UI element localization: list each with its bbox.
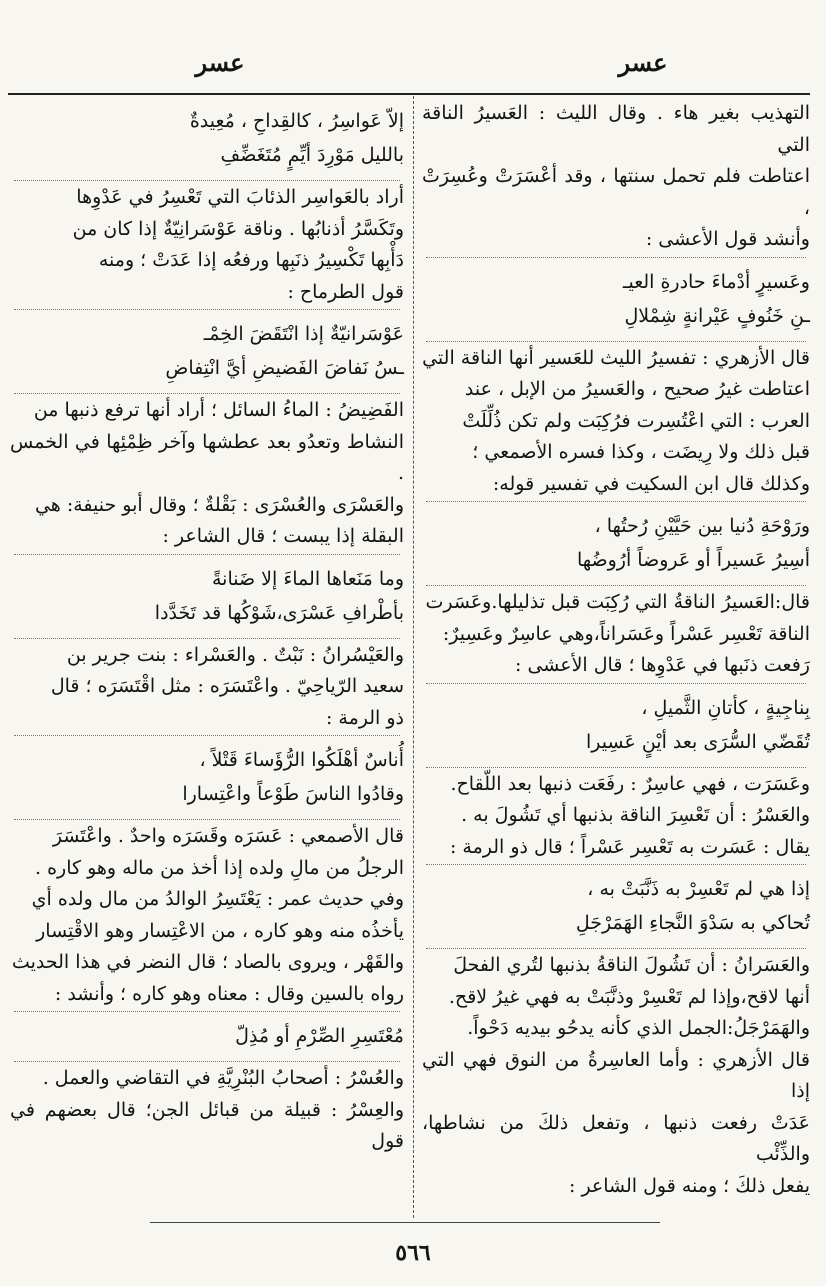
text-line: رواه بالسين وقال : معناه وهو كاره ؛ وأنشد : xyxy=(54,982,404,1005)
verse-separator xyxy=(14,180,400,181)
verse-line: إلاّ عَواسِرُ ، كالقِداحِ ، مُعِيدةٌ xyxy=(189,110,404,132)
text-separator xyxy=(14,735,400,736)
text-paragraph xyxy=(422,950,810,1202)
verse-line: ـسُ نَفاضَ الفَضيضِ أيَّ انْتِفاضِ xyxy=(165,357,404,379)
text-line: وأنشد قول الأعشى : xyxy=(645,228,810,250)
text-line: يأخذُه منه وهو كاره ، من الاعْتِسار وهو الاقْتِسار xyxy=(36,919,404,942)
footer-rule xyxy=(150,1222,660,1223)
verse-line: مُعْتَسِرِ الصِّرْمِ أو مُذِلّ xyxy=(235,1025,404,1047)
verse-block xyxy=(422,866,810,947)
text-line: أنها لاقح،وإذا لم تَعْسِرْ وذنَّبَتْ به فهي غيرُ لاقح. xyxy=(448,985,810,1008)
text-paragraph xyxy=(422,769,810,864)
text-line: والهَمَرْجَلُ:الجمل الذي كأنه يدحُو بيديه دَحْواً. xyxy=(467,1017,810,1039)
text-line: وكذلك قال ابن السكيت في تفسير قوله: xyxy=(492,472,810,495)
verse-line: ورَوْحَةِ دُنيا بين حَيَّيْنِ رُحتُها ، xyxy=(594,515,810,537)
verse-separator xyxy=(14,819,400,820)
verse-separator xyxy=(14,393,400,394)
verse-line: عَوْسَرانيّةٌ إذا انْتَقَضَ الخِمْـ xyxy=(203,323,404,345)
text-paragraph xyxy=(422,343,810,501)
verse-block xyxy=(10,311,404,392)
text-line: وعَسَرَت ، فهي عاسِرٌ : رفَعَت ذنبها بعد اللّقاح. xyxy=(450,772,810,795)
text-separator xyxy=(14,309,400,310)
text-line: قال الأزهري : تفسيرُ الليث للعَسير أنها الناقة التي xyxy=(422,346,810,369)
text-line: قبل ذلك ولا رِيضَت ، وكذا فسره الأصمعي ؛ xyxy=(472,441,810,463)
text-line: وفي حديث عمر : يَعْتَسِرُ الوالدُ من مال ولده أي xyxy=(31,888,404,910)
text-line: قال:العَسيرُ الناقةُ التي رُكِبَت قبل تذليلها.وعَسَرت xyxy=(425,591,810,613)
text-line: والعَسْرَى والعُسْرَى : بَقْلةٌ ؛ وقال أبو حنيفة: هي xyxy=(34,493,404,516)
text-line: والعَسْرُ : أن تَعْسِرَ الناقة بذنبها أي تَشُولَ به . xyxy=(461,804,810,826)
text-line: ذو الرمة : xyxy=(325,706,404,729)
text-line: أراد بالعَواسِر الذئابَ التي تَعْسِرُ في عَدْوِها xyxy=(76,186,404,208)
text-line: سعيد الرّياحِيّ . واعْتَسَرَه : مثل اقْتَسَرَه ؛ قال xyxy=(50,675,404,697)
text-line: اعتاطت فلم تحمل سنتها ، وقد أعْسَرَتْ وعُسِرَتْ ، xyxy=(422,165,810,219)
header-word-right: عسر xyxy=(618,48,668,77)
verse-block xyxy=(422,685,810,766)
verse-line: وعَسيرٍ أدْماءَ حادرةِ العيـ xyxy=(622,270,810,293)
text-separator xyxy=(14,1011,400,1012)
verse-line: إذا هي لم تَعْسِرْ به ذَنَّبَتْ به ، xyxy=(587,878,810,900)
verse-separator xyxy=(426,341,806,342)
text-line: والعَسَرانُ : أن تَشُولَ الناقةُ بذنبها لتُري الفحلَ xyxy=(453,954,810,976)
text-line: دَأْبِها تَكْسِيرُ ذنَبِها ورفعُه إذا عَدَتْ ؛ ومنه xyxy=(98,249,404,271)
text-line: والعَيْسُرانُ : نَبْتٌ . والعَسْراء : بنت جرير بن xyxy=(66,643,404,666)
text-line: الرجلُ من مالِ ولده إذا أخذ من ماله وهو كاره . xyxy=(35,856,404,879)
verse-line: أُناسٌ أهْلَكُوا الرُّؤَساءَ قَتْلاً ، xyxy=(199,749,404,771)
verse-line: وما مَنَعاها الماءَ إلا ضَنانةً xyxy=(212,567,404,590)
header-rule xyxy=(8,93,810,95)
verse-line: ـنِ خَنُوفٍ عَيْرانةٍ شِمْلالِ xyxy=(624,304,810,327)
text-paragraph xyxy=(10,182,404,308)
text-line: والعِسْرُ : قبيلة من قبائل الجن؛ قال بعضهم في قول xyxy=(10,1098,404,1152)
text-line: قال الأصمعي : عَسَرَه وقَسَرَه واحدٌ . واعْتَسَرَ xyxy=(52,825,404,847)
verse-line: وقادُوا الناسَ طَوْعاً واعْتِسارا xyxy=(182,783,404,805)
text-line: قول الطرماح : xyxy=(287,280,404,303)
verse-line: تُقَضّي السُّرَى بعد أيْنٍ عَسِيرا xyxy=(586,730,810,753)
verse-block xyxy=(10,556,404,637)
text-line: يقال : عَسَرت به تَعْسِر عَسْراً ؛ قال ذو الرمة : xyxy=(449,835,810,858)
text-line: الفَضِيضُ : الماءُ السائل ؛ أراد أنها ترفع ذنبها من xyxy=(33,399,404,421)
text-line: النشاط وتعدُو بعد عطشها وآخر ظِمْئِها في الخمس . xyxy=(10,430,404,484)
text-line: قال الأزهري : وأما العاسِرةُ من النوق فهي التي إذا xyxy=(422,1048,810,1102)
page-number: ٥٦٦ xyxy=(395,1240,431,1266)
left-column xyxy=(10,98,404,1216)
text-paragraph xyxy=(422,587,810,682)
text-line: اعتاطت غيرُ صحيح ، والعَسيرُ من الإبل ، عند xyxy=(464,378,810,400)
text-line: وتَكَسَّرُ أذنابُها . وناقة عَوْسَرانِيّةٌ إذا كان من xyxy=(72,217,404,240)
verse-line: أسِيرُ عَسيراً أو عَروضاً أرُوضُها xyxy=(576,549,810,571)
verse-line: تُحاكي به سَدْوَ النَّجاءِ الهَمَرْجَلِ xyxy=(575,912,810,934)
verse-line: بالليل مَوْرِدَ أيِّمٍ مُتَغَضِّفِ xyxy=(220,144,404,166)
verse-block xyxy=(10,1013,404,1060)
text-line: والعُسْرُ : أصحابُ البُنْرِيَّةِ في التقاضي والعمل . xyxy=(42,1067,404,1089)
verse-separator xyxy=(14,638,400,639)
verse-block xyxy=(10,98,404,179)
verse-separator xyxy=(426,948,806,949)
text-paragraph xyxy=(10,640,404,735)
text-line: عَدَتْ رفعت ذنبها ، وتفعل ذلكَ من نشاطها، والذِّئْب xyxy=(422,1111,810,1165)
text-line: والقَهْر ، ويروى بالصاد ؛ قال النضر في هذا الحديث xyxy=(11,951,404,973)
column-divider xyxy=(413,96,414,1218)
header-word-left: عسر xyxy=(195,48,245,77)
right-column xyxy=(422,98,810,1216)
text-line: رَفعت ذنَبها في عَدْوِها ؛ قال الأعشى : xyxy=(515,654,810,676)
text-separator xyxy=(14,554,400,555)
verse-separator xyxy=(426,585,806,586)
text-paragraph xyxy=(10,821,404,1010)
text-paragraph xyxy=(10,395,404,553)
verse-separator xyxy=(426,767,806,768)
text-line: يفعل ذلكَ ؛ ومنه قول الشاعر : xyxy=(569,1174,810,1197)
verse-block xyxy=(422,259,810,340)
text-separator xyxy=(426,683,806,684)
text-separator xyxy=(426,864,806,865)
text-separator xyxy=(426,257,806,258)
verse-line: بِناجِيةٍ ، كأتانِ الثَّميلِ ، xyxy=(641,696,810,719)
text-line: العرب : التي اعْتُسِرت فرُكِبَت ولم تكن ذُلِّلَتْ xyxy=(462,409,810,432)
verse-separator xyxy=(14,1061,400,1062)
text-line: الناقة تَعْسِر عَسْراً وعَسَراناً،وهي عاسِرٌ وعَسِيرٌ: xyxy=(442,622,810,645)
text-line: التهذيب بغير هاء . وقال الليث : العَسيرُ الناقة التي xyxy=(422,102,810,156)
text-paragraph xyxy=(422,98,810,256)
text-line: البقلة إذا يبست ؛ قال الشاعر : xyxy=(162,525,404,547)
verse-line: بأطْرافِ عَسْرَى،شَوْكُها قد تَخَدَّدا xyxy=(154,601,404,624)
verse-block xyxy=(422,503,810,584)
text-paragraph xyxy=(10,1063,404,1158)
text-separator xyxy=(426,501,806,502)
verse-block xyxy=(10,737,404,818)
